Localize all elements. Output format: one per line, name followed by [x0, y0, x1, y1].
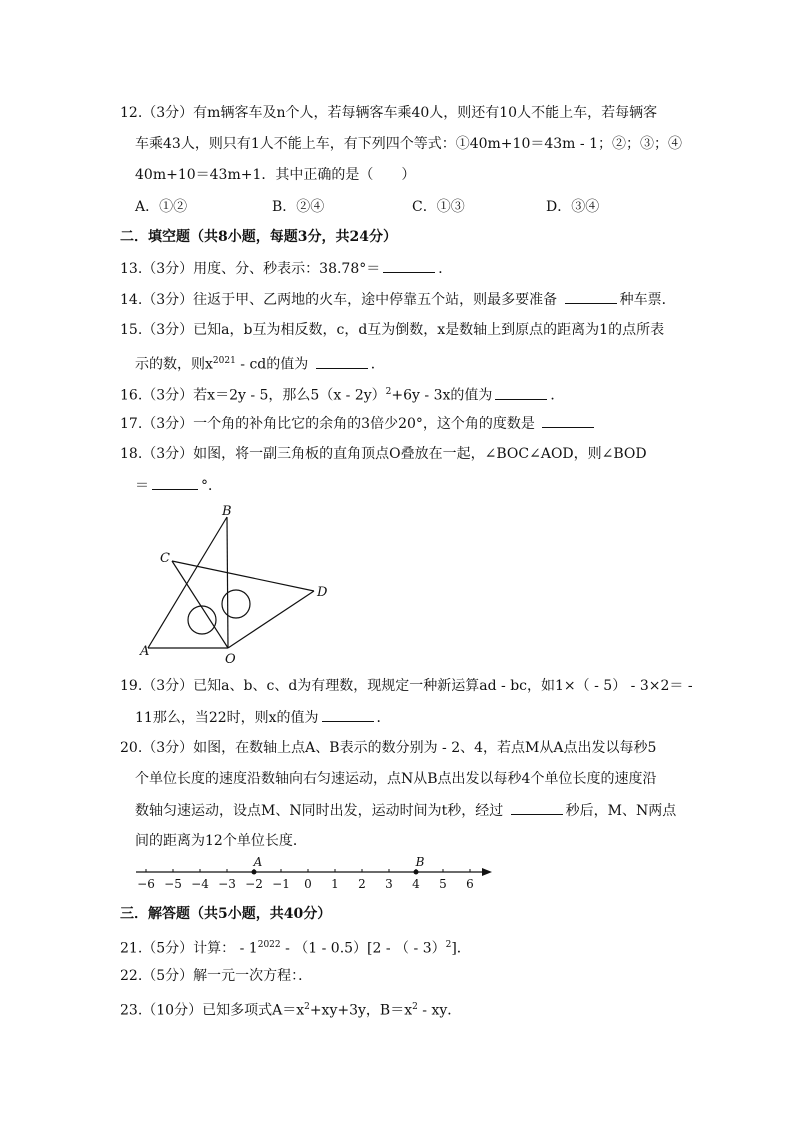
q16-blank	[495, 385, 547, 400]
q20-line2: 个单位长度的速度沿数轴向右匀速运动，点N从B点出发以每秒4个单位长度的速度沿	[135, 771, 657, 787]
number-line	[130, 852, 500, 896]
q15-line1: 15.（3分）已知a，b互为相反数，c，d互为倒数，x是数轴上到原点的距离为1的点所表	[120, 322, 665, 338]
q15-text: 示的数，则x	[135, 356, 213, 373]
point-a-label: A	[253, 855, 263, 869]
arrow-head-icon	[482, 868, 492, 876]
tick-label: 4	[412, 877, 420, 891]
q13-blank	[383, 258, 435, 273]
tick-label: −3	[218, 877, 236, 891]
label-o: O	[225, 652, 236, 667]
label-c: C	[160, 551, 170, 566]
q18-blank	[152, 475, 198, 490]
q20-text: 数轴匀速运动，设点M、N同时出发，运动时间为t秒，经过	[135, 803, 508, 819]
q16	[120, 382, 564, 406]
q18-line1: 18.（3分）如图，将一副三角板的直角顶点O叠放在一起，∠BOC∠AOD，则∠BOD	[120, 446, 647, 462]
q12-line3: 40m+10＝43m+1．其中正确的是（ ）	[135, 167, 416, 183]
q16-text: 16.（3分）若x＝2y - 5，那么5（x - 2y）	[120, 387, 386, 404]
q22: 22.（5分）解一元一次方程：．	[120, 968, 313, 984]
tick-label: 0	[304, 877, 312, 891]
q23-exponent: 2	[304, 1002, 310, 1012]
q21-exponent: 2022	[257, 940, 281, 950]
q15-line2	[135, 351, 385, 375]
q20-blank	[511, 800, 563, 815]
q21	[120, 935, 471, 959]
option-a: A．①②	[135, 199, 188, 215]
option-b: B．②④	[272, 199, 325, 215]
segment-do	[228, 591, 314, 648]
q21-exponent2: 2	[445, 940, 452, 950]
q20-line4: 间的距离为12个单位长度．	[135, 833, 307, 849]
q23-end: - xy．	[417, 1002, 462, 1019]
q15-blank	[316, 354, 368, 369]
tick-label: 3	[385, 877, 393, 891]
q13-text: 13.（3分）用度、分、秒表示：38.78°＝	[120, 261, 381, 277]
q21-text: 21.（5分）计算： - 1	[120, 940, 258, 957]
q14-end: 种车票．	[619, 292, 676, 308]
q20-line3	[135, 800, 676, 821]
q16-exponent: 2	[385, 387, 392, 397]
tick-label: −4	[191, 877, 209, 891]
q23	[120, 997, 461, 1021]
q15-end: ．	[370, 356, 385, 373]
option-d: D．③④	[546, 199, 600, 215]
section-3-heading: 三．解答题（共5小题，共40分）	[120, 906, 332, 922]
q12-line1: 12.（3分）有m辆客车及n个人，若每辆客车乘40人，则还有10人不能上车，若每辆客	[120, 105, 658, 121]
point-b-dot	[414, 870, 419, 875]
section-2-heading: 二．填空题（共8小题，每题3分，共24分）	[120, 229, 397, 245]
tick-label: 5	[439, 877, 447, 891]
tick-label: 2	[358, 877, 366, 891]
q18-text: ＝	[135, 478, 149, 494]
q12-line2: 车乘43人，则只有1人不能上车，有下列四个等式：①40m+10＝43m - 1；②；③；④	[135, 136, 682, 152]
point-b-label: B	[415, 855, 425, 869]
segment-co	[172, 561, 228, 648]
circle-left	[188, 606, 216, 634]
q15-text2: - cd的值为	[235, 356, 313, 373]
tick-label: 6	[466, 877, 474, 891]
q19-text: 11那么，当22时，则x的值为	[135, 710, 319, 726]
q18-end: °．	[201, 478, 222, 494]
q14-text: 14.（3分）往返于甲、乙两地的火车，途中停靠五个站，则最多要准备	[120, 292, 562, 308]
q13	[120, 258, 452, 279]
label-d: D	[317, 585, 328, 600]
circle-right	[222, 590, 250, 618]
q23-text2: +xy+3y，B＝x	[309, 1002, 413, 1019]
q16-text2: +6y - 3x的值为	[391, 387, 493, 404]
q19-line2	[135, 707, 391, 728]
q13-end: ．	[438, 261, 453, 277]
segment-bo	[227, 517, 228, 648]
q23-exponent2: 2	[412, 1002, 418, 1012]
q20-line1: 20.（3分）如图，在数轴上点A、B表示的数分别为 - 2、4，若点M从A点出发以每秒5	[120, 740, 657, 756]
option-c: C．①③	[412, 199, 465, 215]
q12-options	[135, 196, 655, 216]
q16-end: ．	[550, 387, 565, 404]
q17	[120, 413, 597, 434]
q19-line1: 19.（3分）已知a、b、c、d为有理数，现规定一种新运算ad - bc，如1×（ - 5） - 3×2＝ -	[120, 678, 693, 694]
q17-text: 17.（3分）一个角的补角比它的余角的3倍少20°，这个角的度数是	[120, 416, 540, 432]
segment-cd	[172, 561, 314, 591]
q20-text2: 秒后，M、N两点	[565, 803, 677, 819]
point-a-dot	[252, 870, 257, 875]
q21-text2: - （1 - 0.5）[2 - （ - 3）	[280, 940, 446, 957]
q14	[120, 289, 676, 310]
q21-end: ]．	[451, 940, 471, 957]
label-b: B	[222, 504, 232, 519]
tick-label: 1	[331, 877, 339, 891]
q19-blank	[322, 707, 374, 722]
q17-blank	[542, 413, 594, 428]
triangle-figure	[130, 500, 340, 670]
tick-label: −2	[245, 877, 263, 891]
q19-end: ．	[376, 710, 391, 726]
q23-text: 23.（10分）已知多项式A＝x	[120, 1002, 305, 1019]
tick-label: −6	[137, 877, 155, 891]
q14-blank	[565, 289, 617, 304]
q15-exponent: 2021	[212, 356, 236, 366]
tick-label: −1	[272, 877, 290, 891]
tick-label: −5	[164, 877, 182, 891]
q18-line2	[135, 475, 222, 496]
label-a: A	[140, 644, 150, 659]
